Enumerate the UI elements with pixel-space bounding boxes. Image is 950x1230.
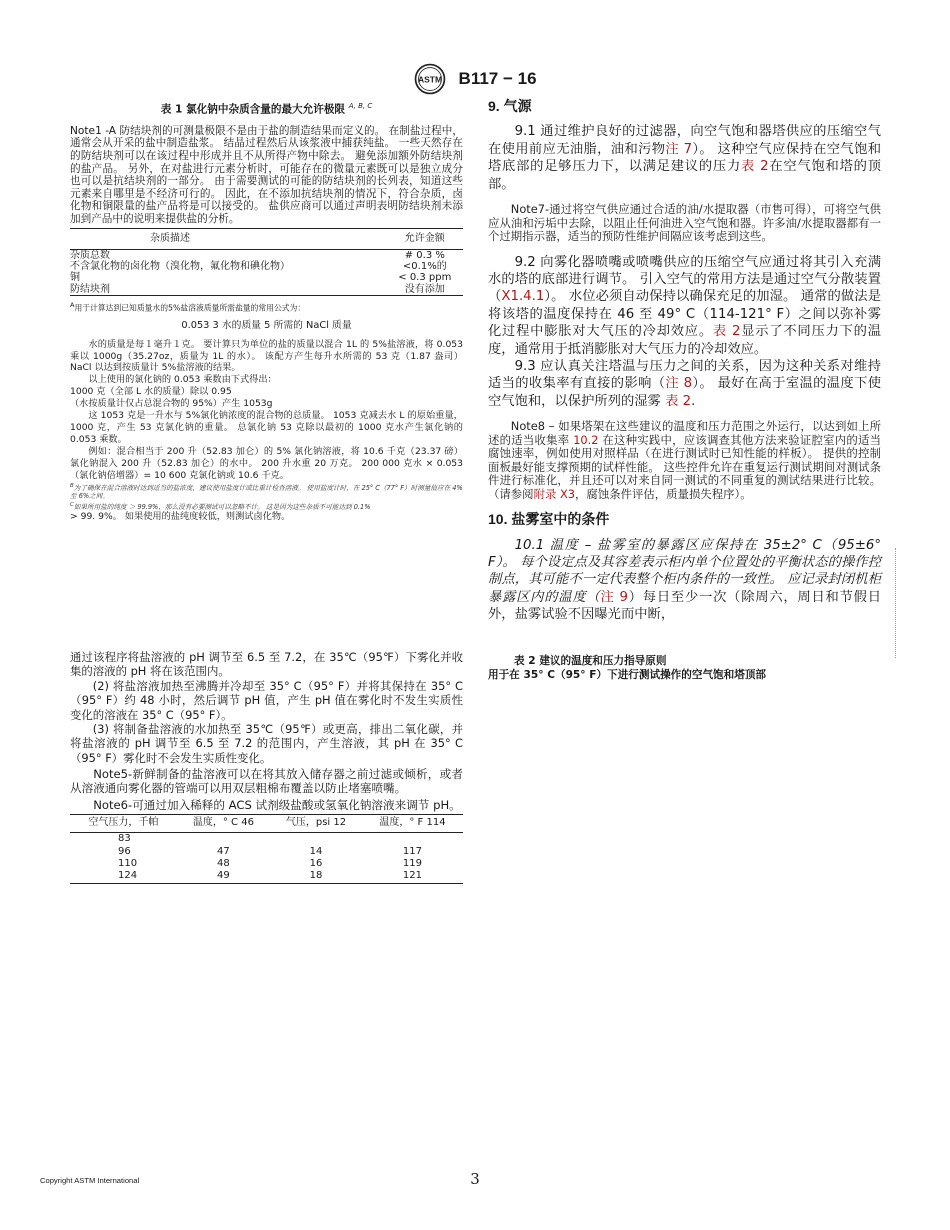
table-row: [70, 261, 463, 272]
footnote-a-text: 用于计算达到已知质量水的5%盐溶液质量所需盐量的常用公式为：: [74, 303, 306, 313]
table2-cell: 110: [118, 858, 138, 870]
table1-title-text: 表 1 氯化钠中杂质含量的最大允许极限: [160, 103, 346, 116]
note-5: Note5-新鲜制备的盐溶液可以在将其放入储存器之前过滤或倾析，或者从溶液通向雾化器的管端可以用双层粗棉布覆盖以防止堵塞喷嘴。: [70, 767, 463, 796]
calculation-block: [70, 339, 463, 482]
table2-cell: 121: [362, 870, 463, 883]
text-span: 9.3 应认真关注塔温与压力之间的关系，因为这种关系对维持适当的收集率有直接的影响（: [488, 358, 881, 392]
formula-title: 0.053 3 水的质量 5 所需的 NaCl 质量: [181, 320, 352, 332]
text-span: ，腐蚀条件评估，质量损失程序）。: [575, 486, 752, 501]
table2-cell: 117: [402, 845, 423, 857]
calc-line: （水按质量计仅占总混合物的 95%）产生 1053g: [70, 398, 273, 410]
table-row: [70, 272, 463, 283]
footnote-a: [70, 300, 463, 314]
table-row: [70, 846, 463, 858]
note-7-link[interactable]: 注 7: [665, 141, 693, 157]
table2-cell: 48: [217, 858, 230, 870]
text-span: 10.1 温度 – 盐雾室的暴露区应保持在 35±2° C（95±6° F）。 每个设定点及其容差表示柜内单个位置处的平衡状态的操作控制点，其可能不一定代表整个柜内条件的一致性。 应记录封闭机柜暴露区内的温度（: [488, 537, 881, 605]
paragraph-9-1: [488, 123, 881, 193]
table2-cell: [362, 833, 463, 846]
impurity-cell: # 0.3 %: [404, 249, 445, 261]
ph-paragraph-1: 通过该程序将盐溶液的 pH 调节至 6.5 至 7.2，在 35℃（95℉）下雾化并收集的溶液的 pH 将在该范围内。: [70, 650, 463, 679]
table2-cell: [270, 833, 362, 846]
table-row: [70, 858, 463, 870]
note-8-link[interactable]: 注 8: [665, 376, 693, 392]
copyright-notice: Copyright ASTM International: [40, 1176, 140, 1185]
appendix-x3-link[interactable]: 附录 X3: [533, 486, 576, 501]
text-span: ）。 水位必须自动保持以确保充足的加湿。 通常的做法是将该塔的温度保持在 46 至 49° C（114-121° F）之间以弥补雾化过程中膨胀对大气压的冷却效应。: [488, 289, 881, 340]
page-header: [0, 62, 950, 96]
astm-logo-icon: [413, 62, 447, 96]
table-row: [70, 870, 463, 883]
footnote-c: [70, 501, 463, 512]
note-7: Note7-通过将空气供应通过合适的油/水提取器（市售可得），可将空气供应从油和污垢中去除，以阻止任何油进入空气饱和器。许多油/水提取器都有一个过期指示器，适当的预防性维护间隔应该考虑到这些。: [488, 202, 881, 244]
table2-title-line-1: 表 2 建议的温度和压力指导原则: [514, 654, 667, 667]
table2-header-pressure-psi: 气压，psi 12: [270, 815, 362, 833]
table2-wrapper: [70, 814, 463, 884]
text-span: Note8 – 如果塔架在这些建议的温度和压力范围之外运行，以达到如上所述的适当收集率: [488, 419, 881, 447]
calc-line: 以上使用的氯化钠的 0.053 乘数由下式得出：: [88, 374, 277, 386]
table2-cell: 119: [402, 858, 423, 870]
table2-cell: [177, 833, 270, 846]
svg-text:ASTM: ASTM: [418, 74, 443, 85]
impurity-cell: 没有添加: [387, 284, 463, 296]
table-row: [70, 833, 463, 846]
paragraph-9-2: [488, 254, 881, 358]
table-row: [70, 249, 463, 261]
impurity-cell: < 0.3 ppm: [398, 272, 452, 284]
x1-4-1-link[interactable]: X1.4.1: [501, 289, 545, 305]
table1-title: [70, 100, 463, 117]
impurity-cell: 杂质总数: [70, 249, 110, 261]
table2-cell: 18: [270, 870, 362, 883]
impurity-cell: 防结块剂: [70, 284, 387, 296]
ph-paragraph-3: (3) 将制备盐溶液的水加热至 35℃（95℉）或更高，排出二氧化碳，并将盐溶液的 pH 调节至 6.5 至 7.2 的范围内，产生溶液，其 pH 在 35° C（95° F）雾化时不会发生实质性变化。: [70, 722, 463, 765]
text-span: ）每日至少一次（除周六，周日和节假日外，盐雾试验不因曝光而中断，: [488, 589, 882, 623]
note-6: Note6-可通过加入稀释的 ACS 试剂级盐酸或氢氧化钠溶液来调节 pH。: [93, 797, 461, 812]
calc-line: 这 1053 克是一升水与 5%氯化钠浓度的混合物的总质量。 1053 克减去水 L 的原始重量，1000 克，产生 53 克氯化钠的重量。 总氯化钠 53 克除以最初的 1000 克水产生氯化钠的 0.053 乘数。: [70, 410, 463, 445]
text-span: ）。 这种空气应保持在空气饱和塔底部的足够压力下，以满足建议的压力: [488, 141, 882, 175]
table2-cell: 14: [309, 845, 323, 857]
table-row: [70, 284, 463, 296]
table-2-link[interactable]: 表 2: [712, 324, 741, 340]
impurity-header-description: 杂质描述: [70, 229, 387, 249]
table1-title-footnote-marks: A, B, C: [348, 102, 373, 110]
text-span: 9.1 通过维护良好的过滤器，向空气饱和器塔供应的压缩空气在使用前应无油脂，油和污物: [488, 124, 881, 157]
table2-cell: 83: [118, 833, 131, 845]
impurity-cell: 铜: [70, 272, 80, 284]
text-span: 显示了不同压力下的温度，通常用于抵消膨胀对大气压力的冷却效应。: [488, 324, 882, 357]
table2-cell: 124: [70, 870, 177, 883]
impurity-cell: <0.1%的: [402, 260, 447, 272]
table2-title: [488, 654, 881, 682]
impurity-cell: 不含氯化物的卤化物（溴化物，氟化物和碘化物）: [70, 260, 290, 272]
footnote-b-text: 为了确保在混合溶液时达到适当的盐浓度，建议使用盐度计或比重计检查溶液。 使用盐度计时，在 25° C（77° F）时测量值应在 4%至 6%之间。: [70, 483, 463, 501]
left-column: [70, 98, 463, 523]
section-10-2-link[interactable]: 10.2: [573, 432, 599, 447]
table-2-link[interactable]: 表 2: [741, 159, 769, 175]
right-column: [488, 98, 881, 682]
table2-title-line-2: 用于在 35° C（95° F）下进行测试操作的空气饱和塔顶部: [488, 668, 767, 681]
table2-cell: 96: [118, 845, 131, 857]
table2: [70, 815, 463, 884]
paragraph-10-1: [488, 537, 881, 624]
calc-line: 水的质量是每１毫升１克。 要计算只为单位的盐的质量以混合 1L 的 5%盐溶液，将 0.053 乘以 1000g（35.27oz，质量为 1L 的水）。 该配方产生每升水所需的 53 克（1.87 盎司）NaCl 以达到按质量计 5%盐溶液的结果。: [70, 338, 463, 374]
standard-designation: B117 − 16: [458, 69, 537, 88]
footnote-c-text: 如果所用盐的纯度 ＞ 99.9%，那么没有必要测试可以忽略不计。 这是因为这些杂质不可能达到 0.1%: [73, 502, 371, 511]
table2-cell: 49: [177, 870, 270, 883]
table2-cell: 16: [309, 858, 323, 870]
text-span: 9.2 向雾化器喷嘴或喷嘴供应的压缩空气应通过将其引入充满水的塔的底部进行调节。 引入空气的常用方法是通过空气分散装置（: [488, 254, 881, 305]
footnote-c-mark: C: [70, 501, 74, 508]
ph-paragraph-2: (2) 将盐溶液加热至沸腾并冷却至 35° C（95° F）并将其保持在 35° C（95° F）约 48 小时，然后调节 pH 值，产生 pH 值在雾化时不发生实质性变化的溶液在 35° C（95° F）。: [70, 678, 463, 722]
text-span: 在空气饱和塔的顶部。: [488, 159, 882, 192]
text-span: 在这种实践中，应该调查其他方法来验证腔室内的适当腐蚀速率，例如使用对照样品（在进行测试时已知性能的样板）。 提供的控制面板最好能支撑预期的试样性能。 这些控件允许在重复运行测试期间对测试条件进行标准化，并且还可以对来自同一测试的不同重复的测试结果进行比较。 （请参阅: [488, 432, 882, 501]
note-9-link[interactable]: 注 9: [600, 589, 628, 605]
calc-line: 1000 克（全部 L 水的质量）除以 0.95: [70, 386, 232, 398]
impurity-table: [70, 228, 463, 295]
table2-header-pressure-kpa: 空气压力，千帕: [70, 815, 177, 833]
page-number: 3: [470, 1170, 480, 1188]
margin-dotted-rule: [895, 548, 897, 658]
impurity-header-amount: 允许金额: [387, 229, 463, 249]
footnote-a-mark: A: [70, 300, 75, 309]
text-span: .: [691, 393, 696, 409]
footnote-c-tail: > 99. 9%。 如果使用的盐纯度较低，则测试卤化物。: [70, 511, 291, 523]
table2-cell: 47: [217, 845, 230, 857]
table2-header-temp-f: 温度，° F 114: [362, 815, 463, 833]
note-8: [488, 420, 881, 501]
left-column-lower: [70, 650, 463, 884]
table-2-link[interactable]: 表 2: [665, 393, 692, 409]
note-1: Note1 -A 防结块剂的可测量极限不是由于盐的制造结果而定义的。 在制盐过程中，通常会从开采的盐中制造盐浆。 结晶过程然后从该浆液中捕获纯盐。 一些天然存在的防结块剂可以在该过程中形成并且不从所得产物中除去。 避免添加额外防结块剂的盐产品。 另外，在对盐进行元素分析时，可能存在的微量元素既可以是独立成分也可以是抗结块剂的一部分。 由于需要测试的可能的防结块剂的长列表，知道这些元素来自哪里是不经济可行的。 因此，在不添加抗结块剂的情况下，符合杂质，卤化物和铜限量的盐产品将是可以接受的。 盐供应商可以通过声明表明防结块剂未添加到产品中的说明来提供盐的分析。: [70, 124, 463, 225]
section-9-heading: 9. 气源: [488, 98, 532, 114]
calc-line: 例如：混合相当于 200 升（52.83 加仑）的 5% 氯化钠溶液，将 10.6 千克（23.37 磅）氯化钠混入 200 升（52.83 加仑）的水中。 200 升水重 20 万克。 200 000 克水 × 0.053（氯化钠倍增器）= 10 600 克氯化钠或 10.6 千克。: [70, 445, 463, 481]
footnote-b: [70, 482, 463, 501]
section-10-heading: 10. 盐雾室中的条件: [488, 511, 610, 528]
footnote-b-mark: B: [70, 482, 74, 489]
table2-header-temp-c: 温度，° C 46: [177, 815, 270, 833]
paragraph-9-3: [488, 358, 881, 410]
text-span: ）。 最好在高于室温的温度下使空气饱和，以保护所列的湿雾: [488, 376, 882, 409]
